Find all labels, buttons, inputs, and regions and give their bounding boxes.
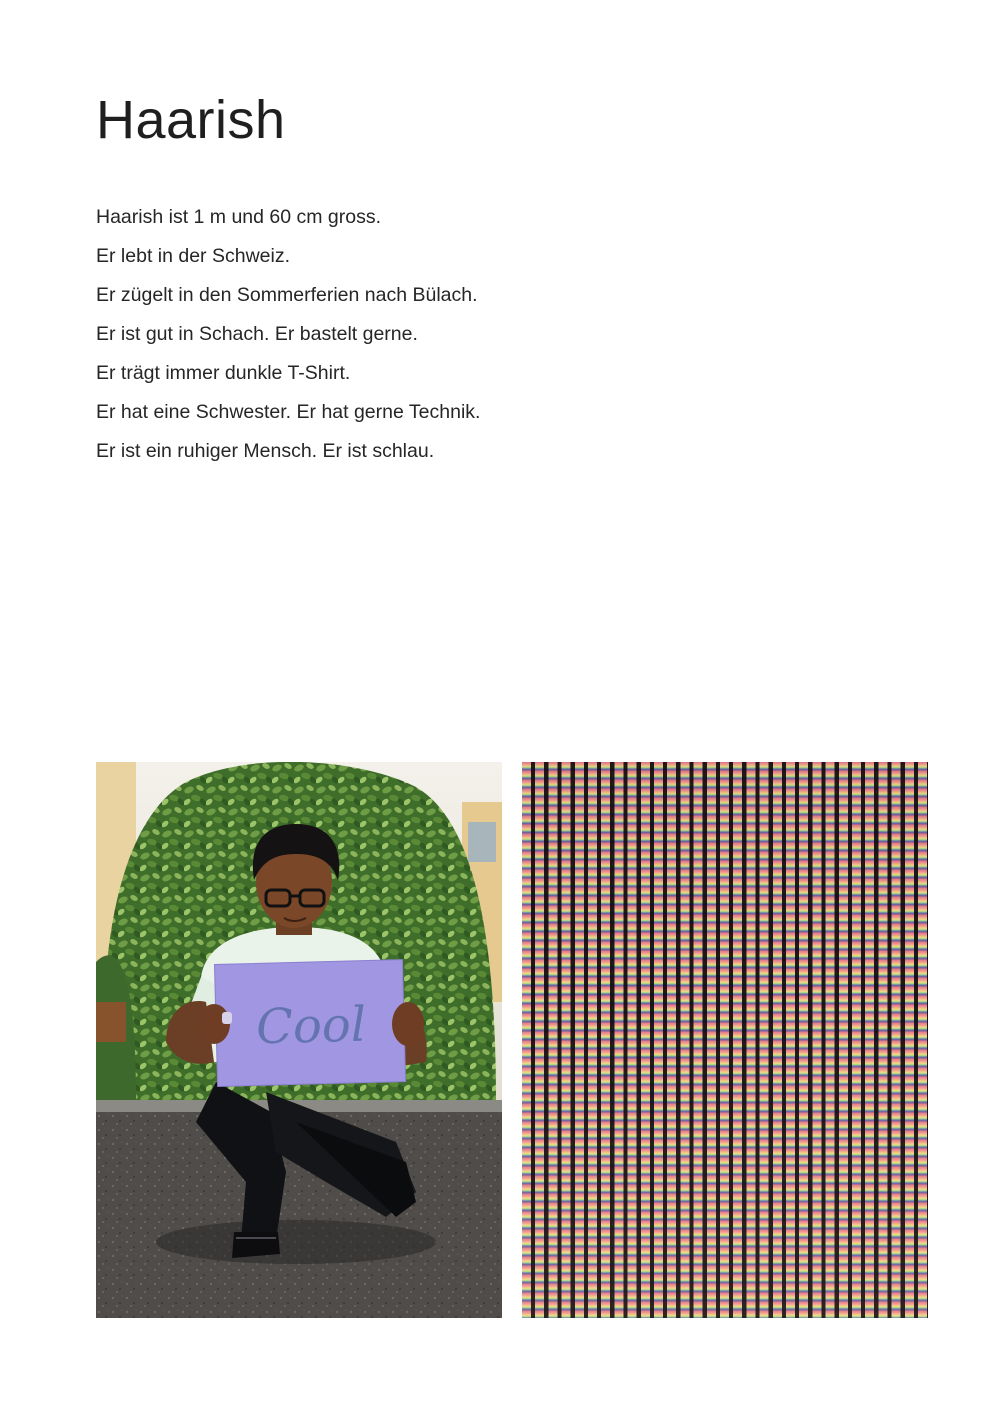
description-line: Er ist gut in Schach. Er bastelt gerne. bbox=[96, 323, 418, 345]
pixel-shading bbox=[522, 762, 928, 1318]
description-line: Er trägt immer dunkle T-Shirt. bbox=[96, 362, 351, 384]
sign-text: Cool bbox=[255, 996, 367, 1056]
pixel-grid-image bbox=[522, 762, 928, 1318]
page-title: Haarish bbox=[96, 90, 286, 150]
portrait-photo bbox=[96, 762, 502, 1318]
description-line: Haarish ist 1 m und 60 cm gross. bbox=[96, 206, 382, 228]
description-text bbox=[96, 198, 480, 471]
description-line: Er zügelt in den Sommerferien nach Bülach. bbox=[96, 284, 478, 306]
portrait-photo-drawing bbox=[96, 762, 502, 1318]
description-line: Er hat eine Schwester. Er hat gerne Technik. bbox=[96, 401, 481, 423]
description-line: Er ist ein ruhiger Mensch. Er ist schlau. bbox=[96, 440, 435, 462]
description-line: Er lebt in der Schweiz. bbox=[96, 245, 291, 267]
